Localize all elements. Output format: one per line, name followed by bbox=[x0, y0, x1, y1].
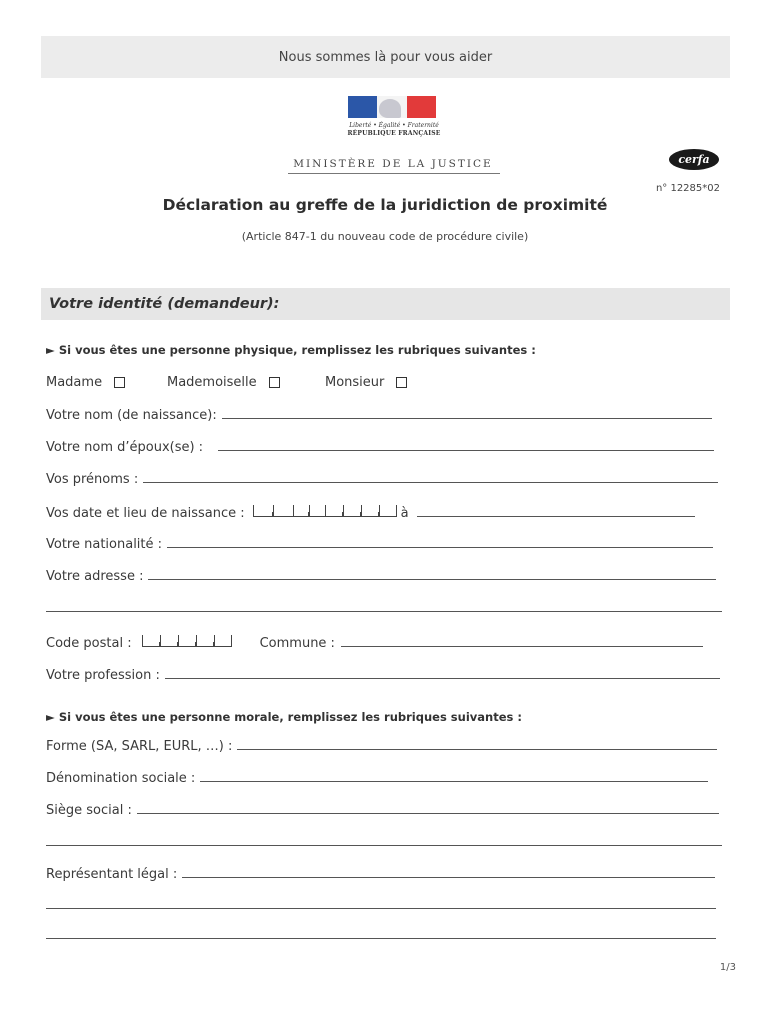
spouse-name-field bbox=[46, 440, 714, 455]
cerfa-number: n° 12285*02 bbox=[655, 183, 720, 194]
postal-code-label: Code postal : bbox=[46, 636, 132, 651]
head-office-continuation-line[interactable] bbox=[46, 836, 722, 846]
document-subtitle: (Article 847-1 du nouveau code de procédure civile) bbox=[241, 230, 529, 243]
cerfa-logo: cerfa bbox=[669, 149, 719, 170]
nationality-label: Votre nationalité : bbox=[46, 537, 163, 552]
representative-continuation-line[interactable] bbox=[46, 899, 716, 909]
company-name-input-line[interactable] bbox=[200, 772, 708, 782]
date-day-box[interactable] bbox=[253, 505, 273, 517]
postal-digit-box[interactable] bbox=[196, 635, 214, 647]
head-office-field bbox=[46, 803, 719, 818]
birth-place-separator: à bbox=[400, 506, 409, 521]
head-office-label: Siège social : bbox=[46, 803, 132, 818]
head-office-continuation-field bbox=[46, 836, 722, 846]
date-year-box[interactable] bbox=[379, 505, 397, 517]
representative-label: Représentant légal : bbox=[46, 867, 178, 882]
date-month-box[interactable] bbox=[293, 505, 309, 517]
physical-person-heading: ► Si vous êtes une personne physique, remplissez les rubriques suivantes : bbox=[46, 343, 536, 357]
ministry-logo bbox=[284, 94, 502, 178]
representative-input-line[interactable] bbox=[182, 868, 715, 878]
address-input-line[interactable] bbox=[148, 570, 716, 580]
section-identity-header bbox=[41, 288, 730, 320]
civility-madame[interactable] bbox=[46, 375, 125, 390]
civility-monsieur-label: Monsieur bbox=[325, 375, 385, 390]
commune-label: Commune : bbox=[259, 636, 335, 651]
first-names-input-line[interactable] bbox=[143, 473, 718, 483]
marianne-flag-icon bbox=[348, 96, 436, 118]
first-names-field bbox=[46, 472, 718, 487]
civility-mademoiselle[interactable] bbox=[167, 375, 280, 390]
company-form-input-line[interactable] bbox=[237, 740, 717, 750]
postal-code-boxes[interactable] bbox=[142, 635, 232, 647]
company-form-field bbox=[46, 739, 717, 754]
nationality-input-line[interactable] bbox=[167, 538, 713, 548]
birth-date-boxes[interactable] bbox=[253, 505, 397, 517]
document-title: Déclaration au greffe de la juridiction de proximité bbox=[162, 196, 608, 214]
profession-field bbox=[46, 668, 720, 683]
date-year-box[interactable] bbox=[325, 505, 343, 517]
address-label: Votre adresse : bbox=[46, 569, 144, 584]
date-month-box[interactable] bbox=[309, 505, 325, 517]
birth-date-place-field bbox=[46, 505, 695, 521]
birth-date-place-label: Vos date et lieu de naissance : bbox=[46, 506, 245, 521]
representative-continuation-field bbox=[46, 929, 716, 939]
checkbox-monsieur[interactable] bbox=[396, 377, 407, 388]
commune-input-line[interactable] bbox=[341, 637, 703, 647]
company-form-label: Forme (SA, SARL, EURL, …) : bbox=[46, 739, 233, 754]
head-office-input-line[interactable] bbox=[137, 804, 719, 814]
civility-monsieur[interactable] bbox=[325, 375, 407, 390]
postal-digit-box[interactable] bbox=[160, 635, 178, 647]
first-names-label: Vos prénoms : bbox=[46, 472, 139, 487]
republic-name: RÉPUBLIQUE FRANÇAISE bbox=[347, 130, 441, 137]
company-name-label: Dénomination sociale : bbox=[46, 771, 196, 786]
section-identity-title: Votre identité (demandeur): bbox=[49, 296, 280, 312]
help-banner[interactable] bbox=[41, 36, 730, 78]
representative-continuation-field bbox=[46, 899, 716, 909]
civility-mademoiselle-label: Mademoiselle bbox=[167, 375, 257, 390]
ministry-name: MINISTÈRE DE LA JUSTICE bbox=[293, 158, 493, 170]
civility-madame-label: Madame bbox=[46, 375, 103, 390]
birth-place-input-line[interactable] bbox=[417, 507, 695, 517]
representative-field bbox=[46, 867, 715, 882]
date-day-box[interactable] bbox=[273, 505, 293, 517]
postal-code-field bbox=[46, 635, 703, 651]
spouse-name-input-line[interactable] bbox=[218, 441, 714, 451]
birth-name-input-line[interactable] bbox=[222, 409, 712, 419]
logo-divider bbox=[288, 173, 500, 174]
postal-digit-box[interactable] bbox=[178, 635, 196, 647]
postal-digit-box[interactable] bbox=[142, 635, 160, 647]
checkbox-mademoiselle[interactable] bbox=[269, 377, 280, 388]
profession-label: Votre profession : bbox=[46, 668, 160, 683]
representative-continuation-line[interactable] bbox=[46, 929, 716, 939]
date-year-box[interactable] bbox=[343, 505, 361, 517]
address-field bbox=[46, 569, 716, 584]
postal-digit-box[interactable] bbox=[214, 635, 232, 647]
page-number: 1/3 bbox=[719, 962, 736, 973]
address-continuation-field bbox=[46, 602, 722, 612]
spouse-name-label: Votre nom d’époux(se) : bbox=[46, 440, 204, 455]
legal-person-heading: ► Si vous êtes une personne morale, remplissez les rubriques suivantes : bbox=[46, 710, 522, 724]
date-year-box[interactable] bbox=[361, 505, 379, 517]
republic-motto: Liberté • Égalité • Fraternité bbox=[349, 122, 439, 129]
address-continuation-line[interactable] bbox=[46, 602, 722, 612]
help-banner-text: Nous sommes là pour vous aider bbox=[278, 49, 493, 65]
checkbox-madame[interactable] bbox=[114, 377, 125, 388]
company-name-field bbox=[46, 771, 708, 786]
birth-name-label: Votre nom (de naissance): bbox=[46, 408, 217, 423]
birth-name-field bbox=[46, 408, 712, 423]
profession-input-line[interactable] bbox=[165, 669, 720, 679]
nationality-field bbox=[46, 537, 713, 552]
